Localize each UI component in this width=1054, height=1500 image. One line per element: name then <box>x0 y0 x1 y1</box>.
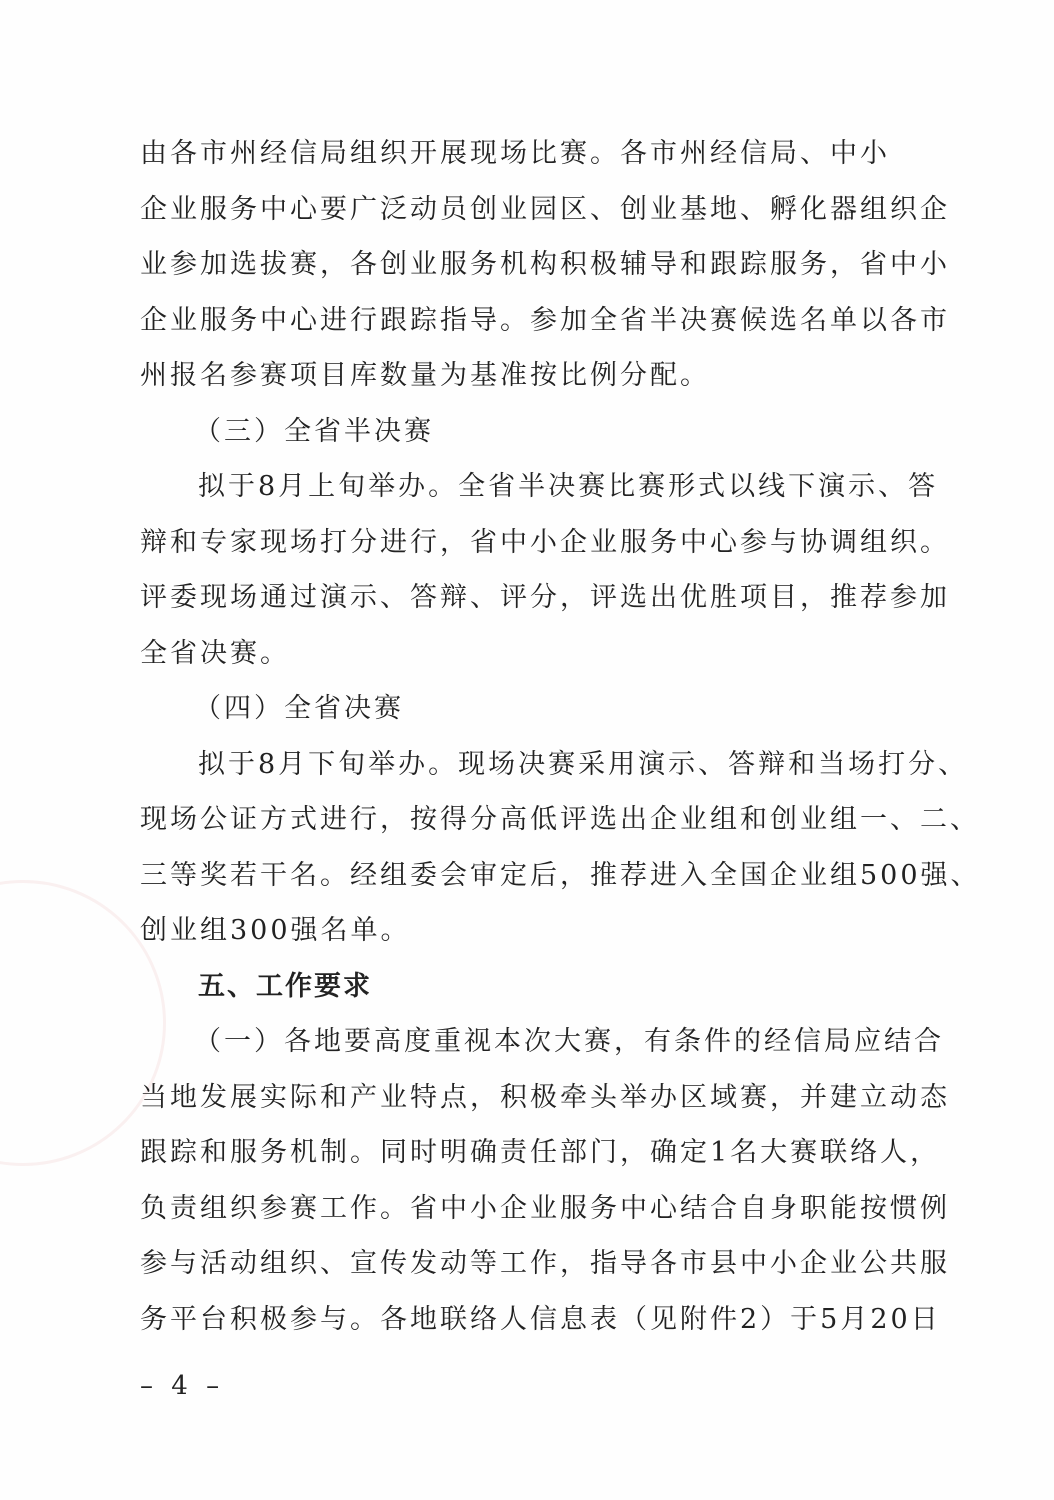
final-paragraph-line-2: 现场公证方式进行，按得分高低评选出企业组和创业组一、二、 <box>140 804 980 835</box>
body-line-continuation-2: 企业服务中心要广泛动员创业园区、创业基地、孵化器组织企 <box>140 193 950 225</box>
requirements-paragraph-line-5: 参与活动组织、宣传发动等工作，指导各市县中小企业公共服 <box>140 1248 950 1279</box>
requirements-paragraph-line-1: （一）各地要高度重视本次大赛，有条件的经信局应结合 <box>194 1026 944 1057</box>
body-line-continuation-5: 州报名参赛项目库数量为基准按比例分配。 <box>140 360 710 391</box>
requirements-paragraph-line-4: 负责组织参赛工作。省中小企业服务中心结合自身职能按惯例 <box>140 1192 950 1224</box>
requirements-paragraph-line-2: 当地发展实际和产业特点，积极牵头举办区域赛，并建立动态 <box>140 1081 950 1113</box>
semifinal-paragraph-line-3: 评委现场通过演示、答辩、评分，评选出优胜项目，推荐参加 <box>140 582 950 613</box>
document-body <box>140 126 981 1347</box>
requirements-paragraph-line-3: 跟踪和服务机制。同时明确责任部门，确定1名大赛联络人， <box>140 1137 941 1168</box>
final-paragraph-line-1: 拟于8月下旬举办。现场决赛采用演示、答辩和当场打分、 <box>198 748 969 780</box>
final-paragraph-line-3: 三等奖若干名。经组委会审定后，推荐进入全国企业组500强、 <box>140 859 981 891</box>
requirements-paragraph-line-6: 务平台积极参与。各地联络人信息表（见附件2）于5月20日 <box>140 1303 941 1335</box>
body-line-continuation-3: 业参加选拔赛，各创业服务机构积极辅导和跟踪服务，省中小 <box>140 249 950 280</box>
page-number: – 4 – <box>140 1371 225 1401</box>
body-line-continuation-1: 由各市州经信局组织开展现场比赛。各市州经信局、中小 <box>140 138 890 169</box>
subheading-semifinal: （三）全省半决赛 <box>194 415 434 447</box>
semifinal-paragraph-line-4: 全省决赛。 <box>140 637 290 669</box>
subheading-final: （四）全省决赛 <box>194 693 404 724</box>
final-paragraph-line-4: 创业组300强名单。 <box>140 915 411 946</box>
section-heading-work-requirements: 五、工作要求 <box>198 970 372 1002</box>
semifinal-paragraph-line-2: 辩和专家现场打分进行，省中小企业服务中心参与协调组织。 <box>140 526 950 558</box>
semifinal-paragraph-line-1: 拟于8月上旬举办。全省半决赛比赛形式以线下演示、答 <box>198 471 939 502</box>
body-line-continuation-4: 企业服务中心进行跟踪指导。参加全省半决赛候选名单以各市 <box>140 304 950 336</box>
